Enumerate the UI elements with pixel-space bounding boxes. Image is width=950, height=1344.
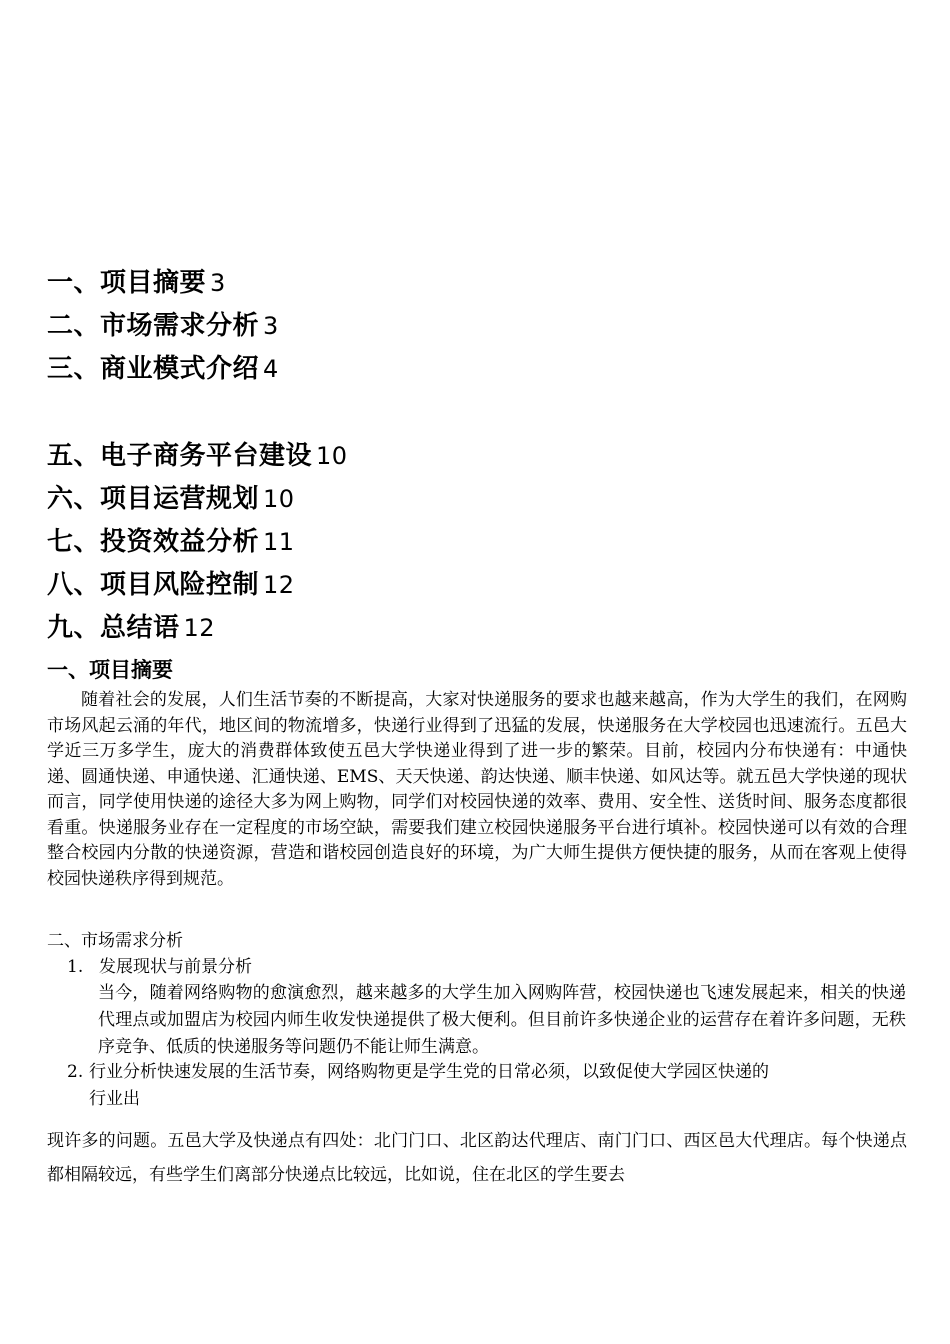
toc-item[interactable]: [47, 607, 907, 650]
toc-item-page: 10: [316, 442, 348, 470]
toc-item-page: 12: [183, 614, 216, 642]
toc-item-page: 3: [210, 269, 226, 297]
toc-item-title: 八、项目风险控制: [47, 570, 260, 600]
toc-item-page: 12: [263, 571, 295, 599]
toc-item-title: 一、项目摘要: [47, 268, 207, 298]
toc-item-title: 二、市场需求分析: [47, 311, 260, 341]
toc-item[interactable]: [47, 305, 907, 348]
toc-item-title: 九、总结语: [47, 613, 180, 643]
section-heading: 二、市场需求分析: [47, 931, 183, 951]
table-of-contents: [47, 262, 907, 650]
toc-item[interactable]: [47, 262, 907, 305]
list-item-label: 发展现状与前景分析: [99, 957, 252, 977]
list-item-text: 行业分析快速发展的生活节奏，网络购物更是学生党的日常必须，以致促使大学园区快递的: [89, 1062, 769, 1082]
toc-item-title: 五、电子商务平台建设: [47, 441, 313, 471]
toc-item-title: 六、项目运营规划: [47, 484, 260, 514]
toc-item-page: 10: [263, 485, 295, 513]
list-number: 1.: [67, 957, 84, 977]
list-item-title: [67, 955, 252, 979]
body-paragraph: 现许多的问题。五邑大学及快递点有四处：北门门口、北区韵达代理店、南门门口、西区邑大代理店。每个快递点都相隔较远，有些学生们离部分快递点比较远，比如说，住在北区的学生要去: [47, 1131, 907, 1185]
section-heading: 一、项目摘要: [47, 658, 173, 682]
list-number: 2.: [67, 1062, 84, 1082]
toc-gap: [47, 391, 907, 435]
toc-item-title: 七、投资效益分析: [47, 527, 260, 557]
toc-item[interactable]: [47, 435, 907, 478]
toc-item[interactable]: [47, 348, 907, 391]
toc-item[interactable]: [47, 564, 907, 607]
toc-item-page: 4: [263, 355, 279, 383]
toc-item-title: 三、商业模式介绍: [47, 354, 260, 384]
toc-item-page: 11: [263, 528, 295, 556]
toc-item-page: 3: [263, 312, 279, 340]
list-item: [67, 1059, 907, 1113]
body-paragraph: 随着社会的发展，人们生活节奏的不断提高，大家对快递服务的要求也越来越高，作为大学生的我们，在网购市场风起云涌的年代，地区间的物流增多，快递行业得到了迅猛的发展，快递服务在大学校园也迅速流行。五邑大学近三万多学生，庞大的消费群体致使五邑大学快递业得到了进一步的繁荣。目前，校园内分布快递有：中通快递、圆通快递、申通快递、汇通快递、EMS、天天快递、韵达快递、顺丰快递、如风达等。就五邑大学快递的现状而言，同学使用快递的途径大多为网上购物，同学们对校园快递的效率、费用、安全性、送货时间、服务态度都很看重。快递服务业存在一定程度的市场空缺，需要我们建立校园快递服务平台进行填补。校园快递可以有效的合理整合校园内分散的快递资源，营造和谐校园创造良好的环境，为广大师生提供方便快捷的服务，从而在客观上使得校园快递秩序得到规范。: [47, 690, 907, 889]
toc-item[interactable]: [47, 521, 907, 564]
list-item-text-continued: 行业出: [89, 1089, 140, 1109]
toc-item[interactable]: [47, 478, 907, 521]
list-item-body: 当今，随着网络购物的愈演愈烈，越来越多的大学生加入网购阵营，校园快递也飞速发展起来，相关的快递代理点或加盟店为校园内师生收发快递提供了极大便利。但目前许多快递企业的运营存在着许多问题，无秩序竞争、低质的快递服务等问题仍不能让师生满意。: [98, 983, 906, 1057]
